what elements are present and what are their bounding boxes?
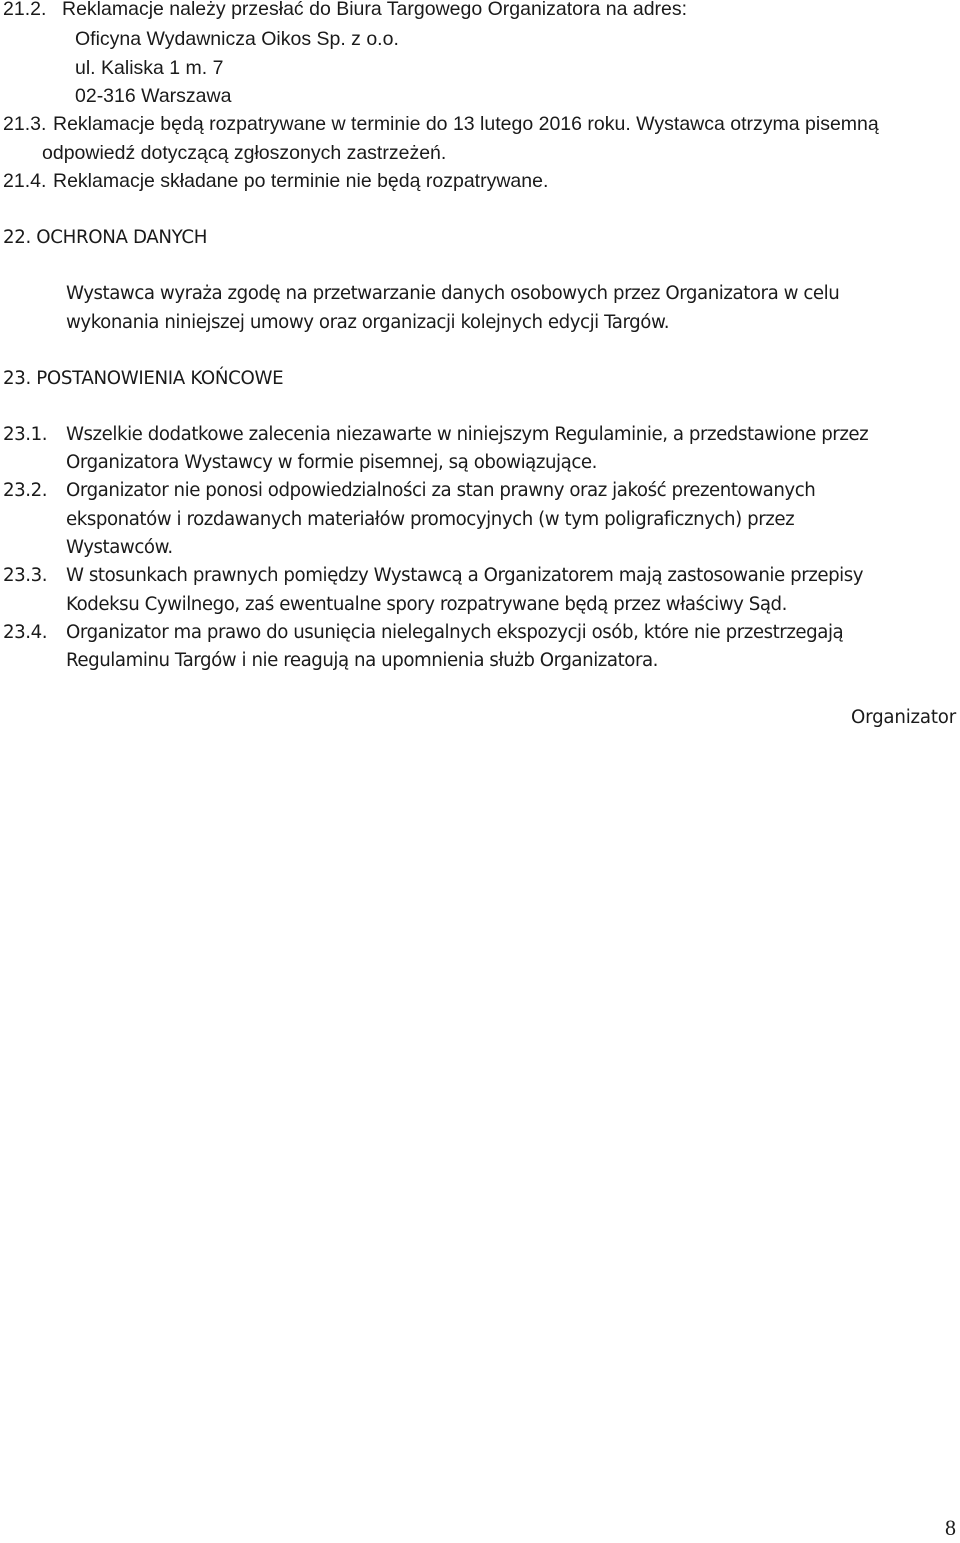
item-23-1-number: 23.1. xyxy=(3,424,48,445)
item-21-3-number: 21.3. xyxy=(3,113,47,135)
section-23-heading: 23. POSTANOWIENIA KOŃCOWE xyxy=(3,368,284,389)
item-21-2-number: 21.2. xyxy=(3,0,47,20)
item-23-1-line-2: Organizatora Wystawcy w formie pisemnej, są obowiązujące. xyxy=(66,452,597,473)
item-23-4-line-1: Organizator ma prawo do usunięcia nielegalnych ekspozycji osób, które nie przestrzegają xyxy=(66,622,844,643)
item-21-2-text: Reklamacje należy przesłać do Biura Targowego Organizatora na adres: xyxy=(62,0,688,20)
section-22-paragraph-line-1: Wystawca wyraża zgodę na przetwarzanie danych osobowych przez Organizatora w celu xyxy=(66,283,840,304)
item-23-2-line-2: eksponatów i rozdawanych materiałów promocyjnych (w tym poligraficznych) przez xyxy=(66,509,795,530)
item-21-4-text: Reklamacje składane po terminie nie będą rozpatrywane. xyxy=(53,170,549,192)
item-21-3-line-2: odpowiedź dotyczącą zgłoszonych zastrzeżeń. xyxy=(42,142,447,164)
address-line-3: 02-316 Warszawa xyxy=(75,85,232,107)
page-number: 8 xyxy=(945,1515,956,1540)
item-23-4-line-2: Regulaminu Targów i nie reagują na upomnienia służb Organizatora. xyxy=(66,650,658,671)
section-22-paragraph-line-2: wykonania niniejszej umowy oraz organizacji kolejnych edycji Targów. xyxy=(66,312,670,333)
item-23-3-number: 23.3. xyxy=(3,565,48,586)
section-22-heading: 22. OCHRONA DANYCH xyxy=(3,227,208,248)
item-23-4-number: 23.4. xyxy=(3,622,48,643)
item-21-4-number: 21.4. xyxy=(3,170,47,192)
address-line-1: Oficyna Wydawnicza Oikos Sp. z o.o. xyxy=(75,28,399,50)
signature-organizer: Organizator xyxy=(851,707,956,728)
address-line-2: ul. Kaliska 1 m. 7 xyxy=(75,57,224,79)
item-23-3-line-1: W stosunkach prawnych pomiędzy Wystawcą a Organizatorem mają zastosowanie przepisy xyxy=(66,565,864,586)
item-23-2-line-3: Wystawców. xyxy=(66,537,173,558)
item-21-3-line-1: Reklamacje będą rozpatrywane w terminie do 13 lutego 2016 roku. Wystawca otrzyma pisemną xyxy=(53,113,879,135)
item-23-3-line-2: Kodeksu Cywilnego, zaś ewentualne spory rozpatrywane będą przez właściwy Sąd. xyxy=(66,594,787,615)
item-23-2-number: 23.2. xyxy=(3,480,48,501)
item-23-2-line-1: Organizator nie ponosi odpowiedzialności za stan prawny oraz jakość prezentowanych xyxy=(66,480,816,501)
item-23-1-line-1: Wszelkie dodatkowe zalecenia niezawarte w niniejszym Regulaminie, a przedstawione przez xyxy=(66,424,869,445)
